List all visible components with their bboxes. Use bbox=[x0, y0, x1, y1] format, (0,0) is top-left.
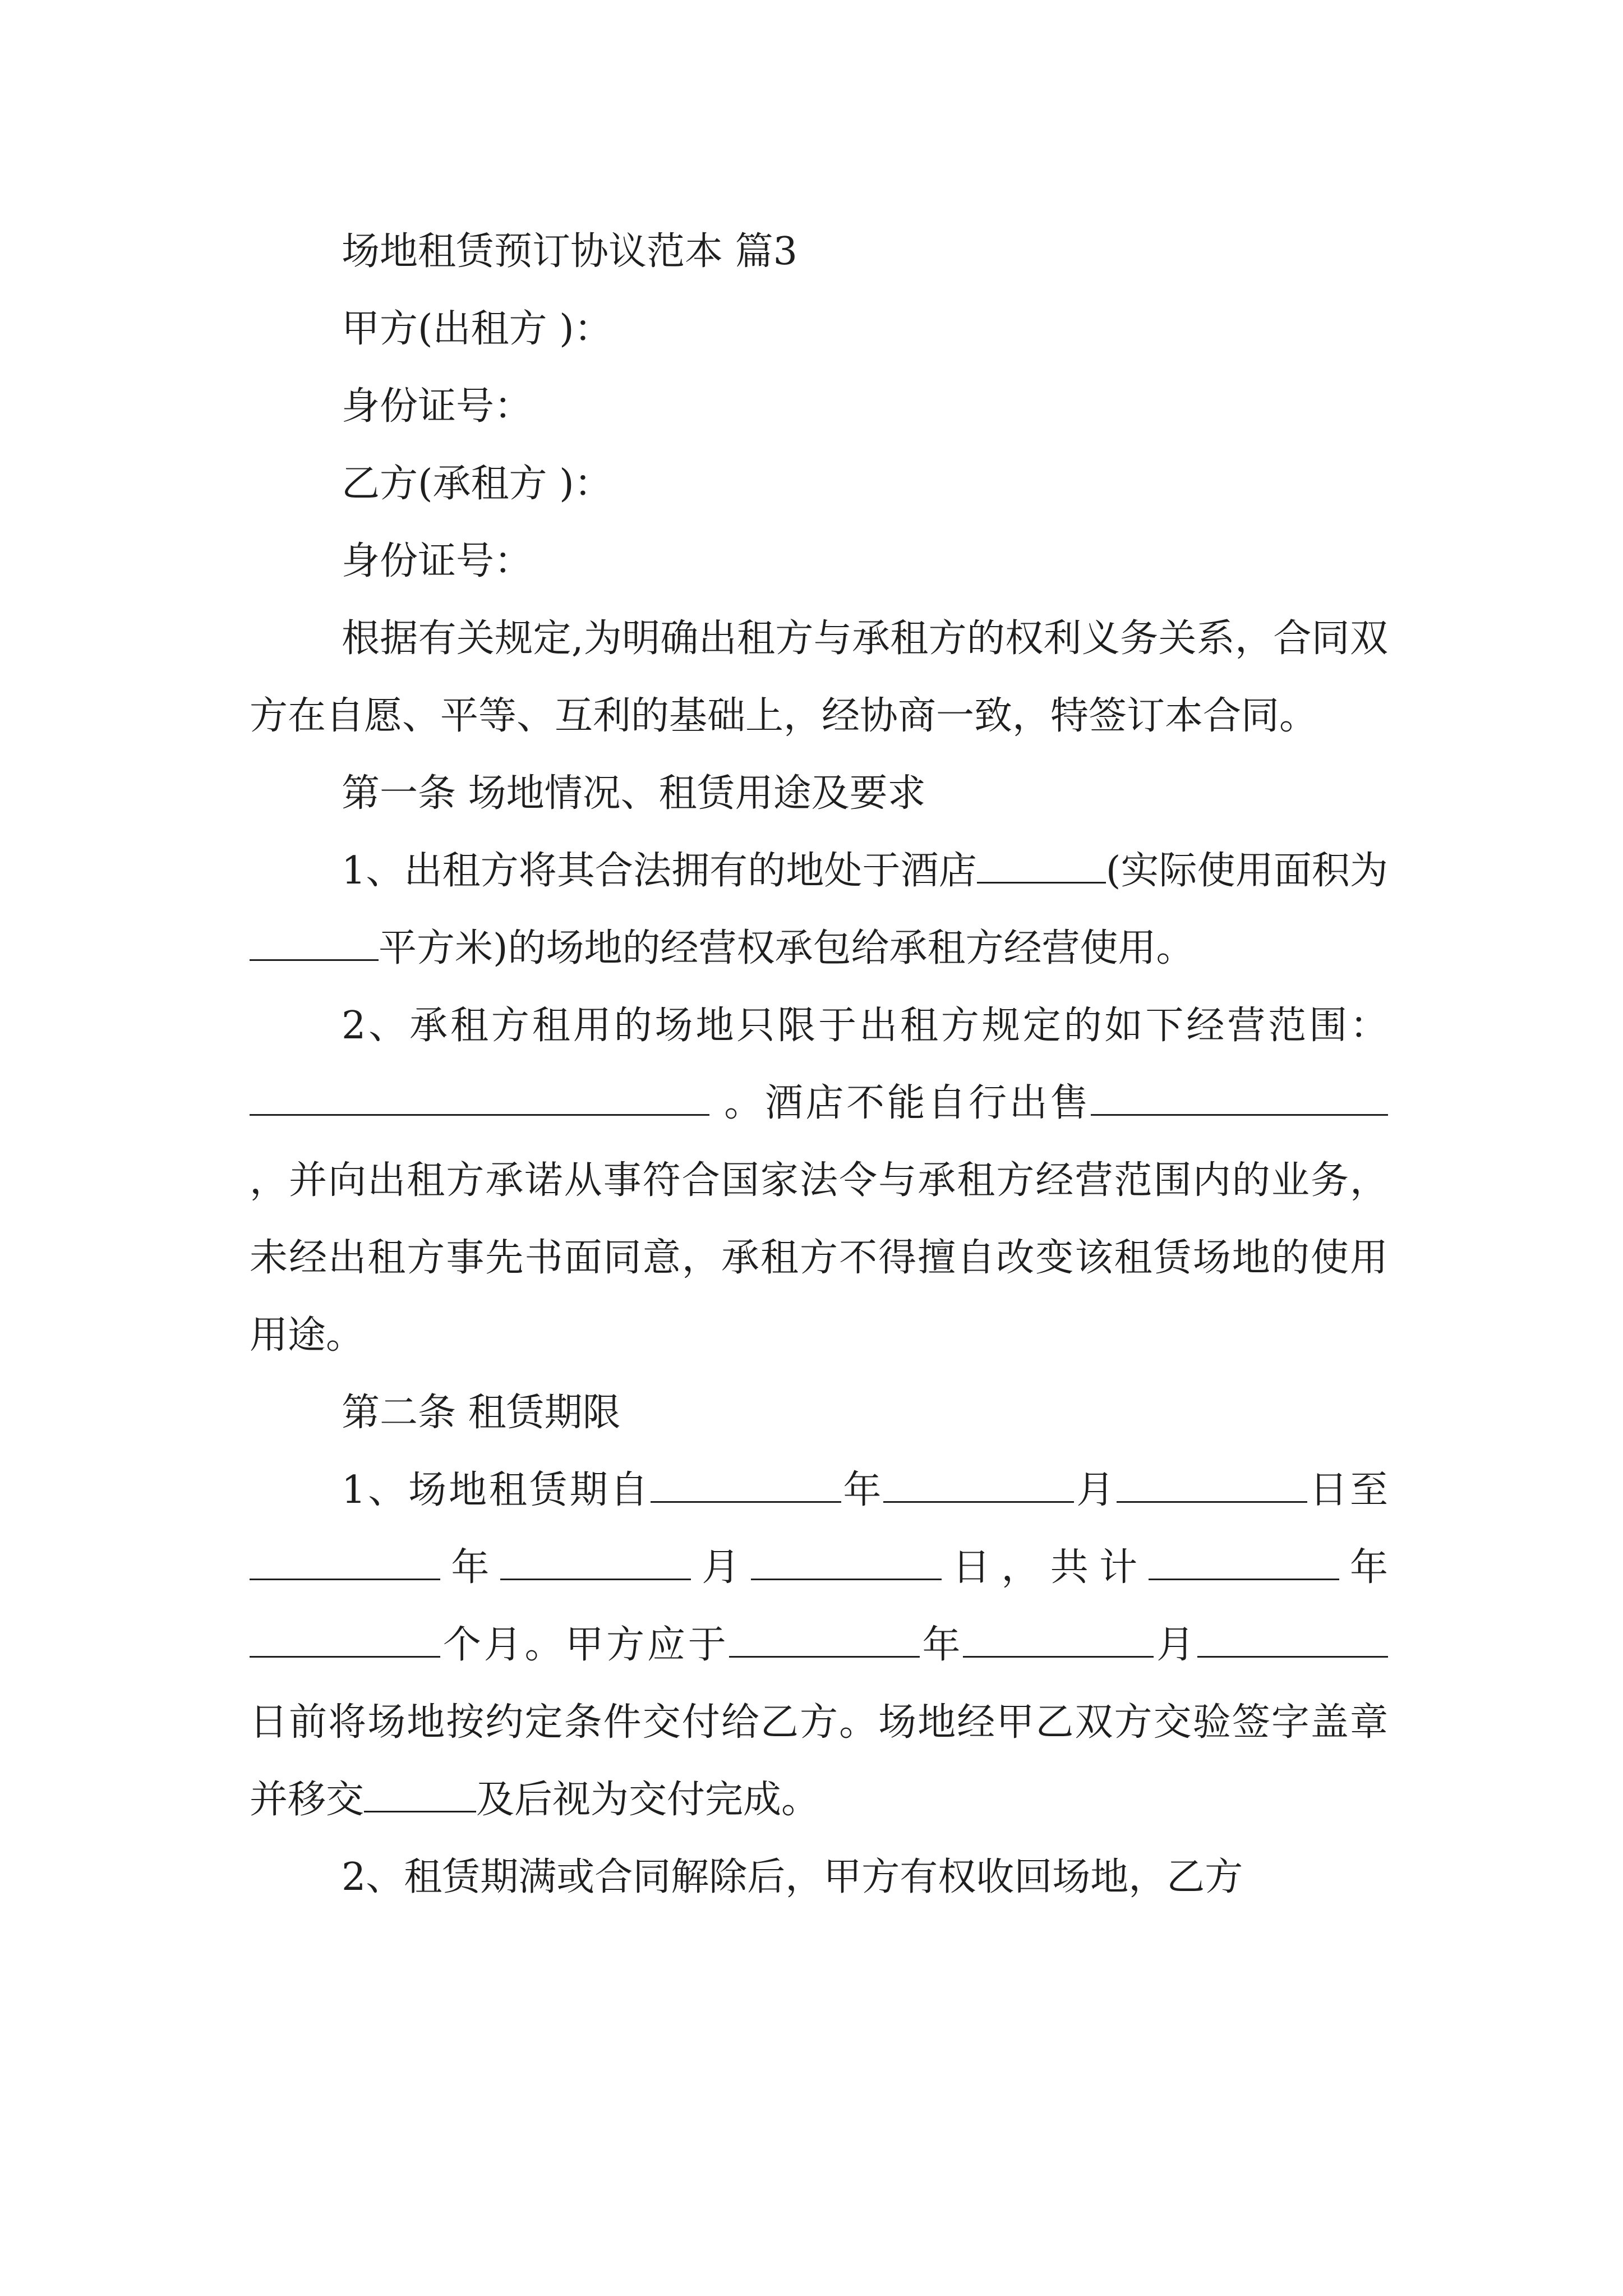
business-scope-blank bbox=[250, 1082, 709, 1116]
year-label: 年 bbox=[919, 1623, 963, 1667]
day-total-label: 日，共计 bbox=[941, 1545, 1149, 1590]
clause-1-text-a: 1、出租方将其合法拥有的地处于酒店 bbox=[342, 849, 977, 893]
month-label: 月 bbox=[1074, 1468, 1117, 1512]
month-label: 月 bbox=[1154, 1623, 1197, 1667]
clause-2-text-b: 。酒店不能自行出售 bbox=[724, 1081, 1091, 1125]
area-blank bbox=[250, 927, 379, 961]
article-1-title: 第一条 场地情况、租赁用途及要求 bbox=[342, 771, 926, 816]
handover-item-blank bbox=[364, 1778, 476, 1812]
party-b-label: 乙方(承租方 )： bbox=[342, 462, 612, 506]
article-1-clause-1 bbox=[250, 832, 1388, 987]
end-year-blank bbox=[250, 1546, 440, 1580]
year-label: 年 bbox=[841, 1468, 884, 1512]
party-a-label: 甲方(出租方 )： bbox=[342, 307, 612, 351]
clause-1-text-b: (实际使用面积为 bbox=[1105, 849, 1389, 893]
months-deliver-label: 个月。甲方应于 bbox=[440, 1623, 729, 1667]
day-label: 日 bbox=[1307, 1468, 1350, 1512]
delivery-text: 日前将场地按约定条件交付给乙方。场地经甲乙双方交验签字盖章并移交 bbox=[250, 1700, 1388, 1822]
year-label: 年 bbox=[1339, 1545, 1388, 1590]
article-2-title: 第二条 租赁期限 bbox=[342, 1391, 621, 1435]
lease-from-label: 1、场地租赁期自 bbox=[342, 1468, 651, 1512]
clause-2-text-c: ，并向出租方承诺从事符合国家法令与承租方经营范围内的业务，未经出租方事先书面同意，承租方不得擅自改变该租赁场地的使用用途。 bbox=[250, 1158, 1388, 1358]
end-month-blank bbox=[500, 1546, 691, 1580]
clause-2-text-a: 2、承租方租用的场地只限于出租方规定的如下经营范围： bbox=[342, 1004, 1388, 1048]
total-years-blank bbox=[1149, 1546, 1339, 1580]
delivery-complete-text: 及后视为交付完成。 bbox=[476, 1778, 820, 1822]
document-heading: 场地租赁预订协议范本 篇3 bbox=[342, 229, 797, 274]
end-day-blank bbox=[751, 1546, 942, 1580]
total-months-blank bbox=[250, 1623, 440, 1658]
start-month-blank bbox=[883, 1469, 1074, 1503]
to-label: 至 bbox=[1349, 1468, 1388, 1512]
month-label: 月 bbox=[690, 1545, 751, 1590]
start-day-blank bbox=[1117, 1469, 1307, 1503]
clause-1-text-c: 平方米)的场地的经营权承包给承租方经营使用。 bbox=[379, 926, 1195, 970]
start-year-blank bbox=[651, 1469, 841, 1503]
hotel-name-blank bbox=[977, 849, 1106, 884]
deliver-year-blank bbox=[729, 1623, 920, 1658]
year-label: 年 bbox=[440, 1545, 500, 1590]
prohibited-items-blank bbox=[1091, 1082, 1388, 1116]
preamble-paragraph: 根据有关规定,为明确出租方与承租方的权利义务关系，合同双方在自愿、平等、互利的基础上，经协商一致，特签订本合同。 bbox=[250, 616, 1388, 738]
document-body bbox=[250, 213, 1388, 1916]
party-a-id-label: 身份证号： bbox=[342, 384, 533, 429]
article-2-clause-1 bbox=[250, 1452, 1388, 1839]
article-1-clause-2 bbox=[250, 987, 1388, 1374]
deliver-month-blank bbox=[963, 1623, 1154, 1658]
article-2-clause-2: 2、租赁期满或合同解除后，甲方有权收回场地，乙方 bbox=[342, 1855, 1243, 1899]
deliver-day-blank bbox=[1197, 1623, 1388, 1658]
party-b-id-label: 身份证号： bbox=[342, 539, 533, 583]
